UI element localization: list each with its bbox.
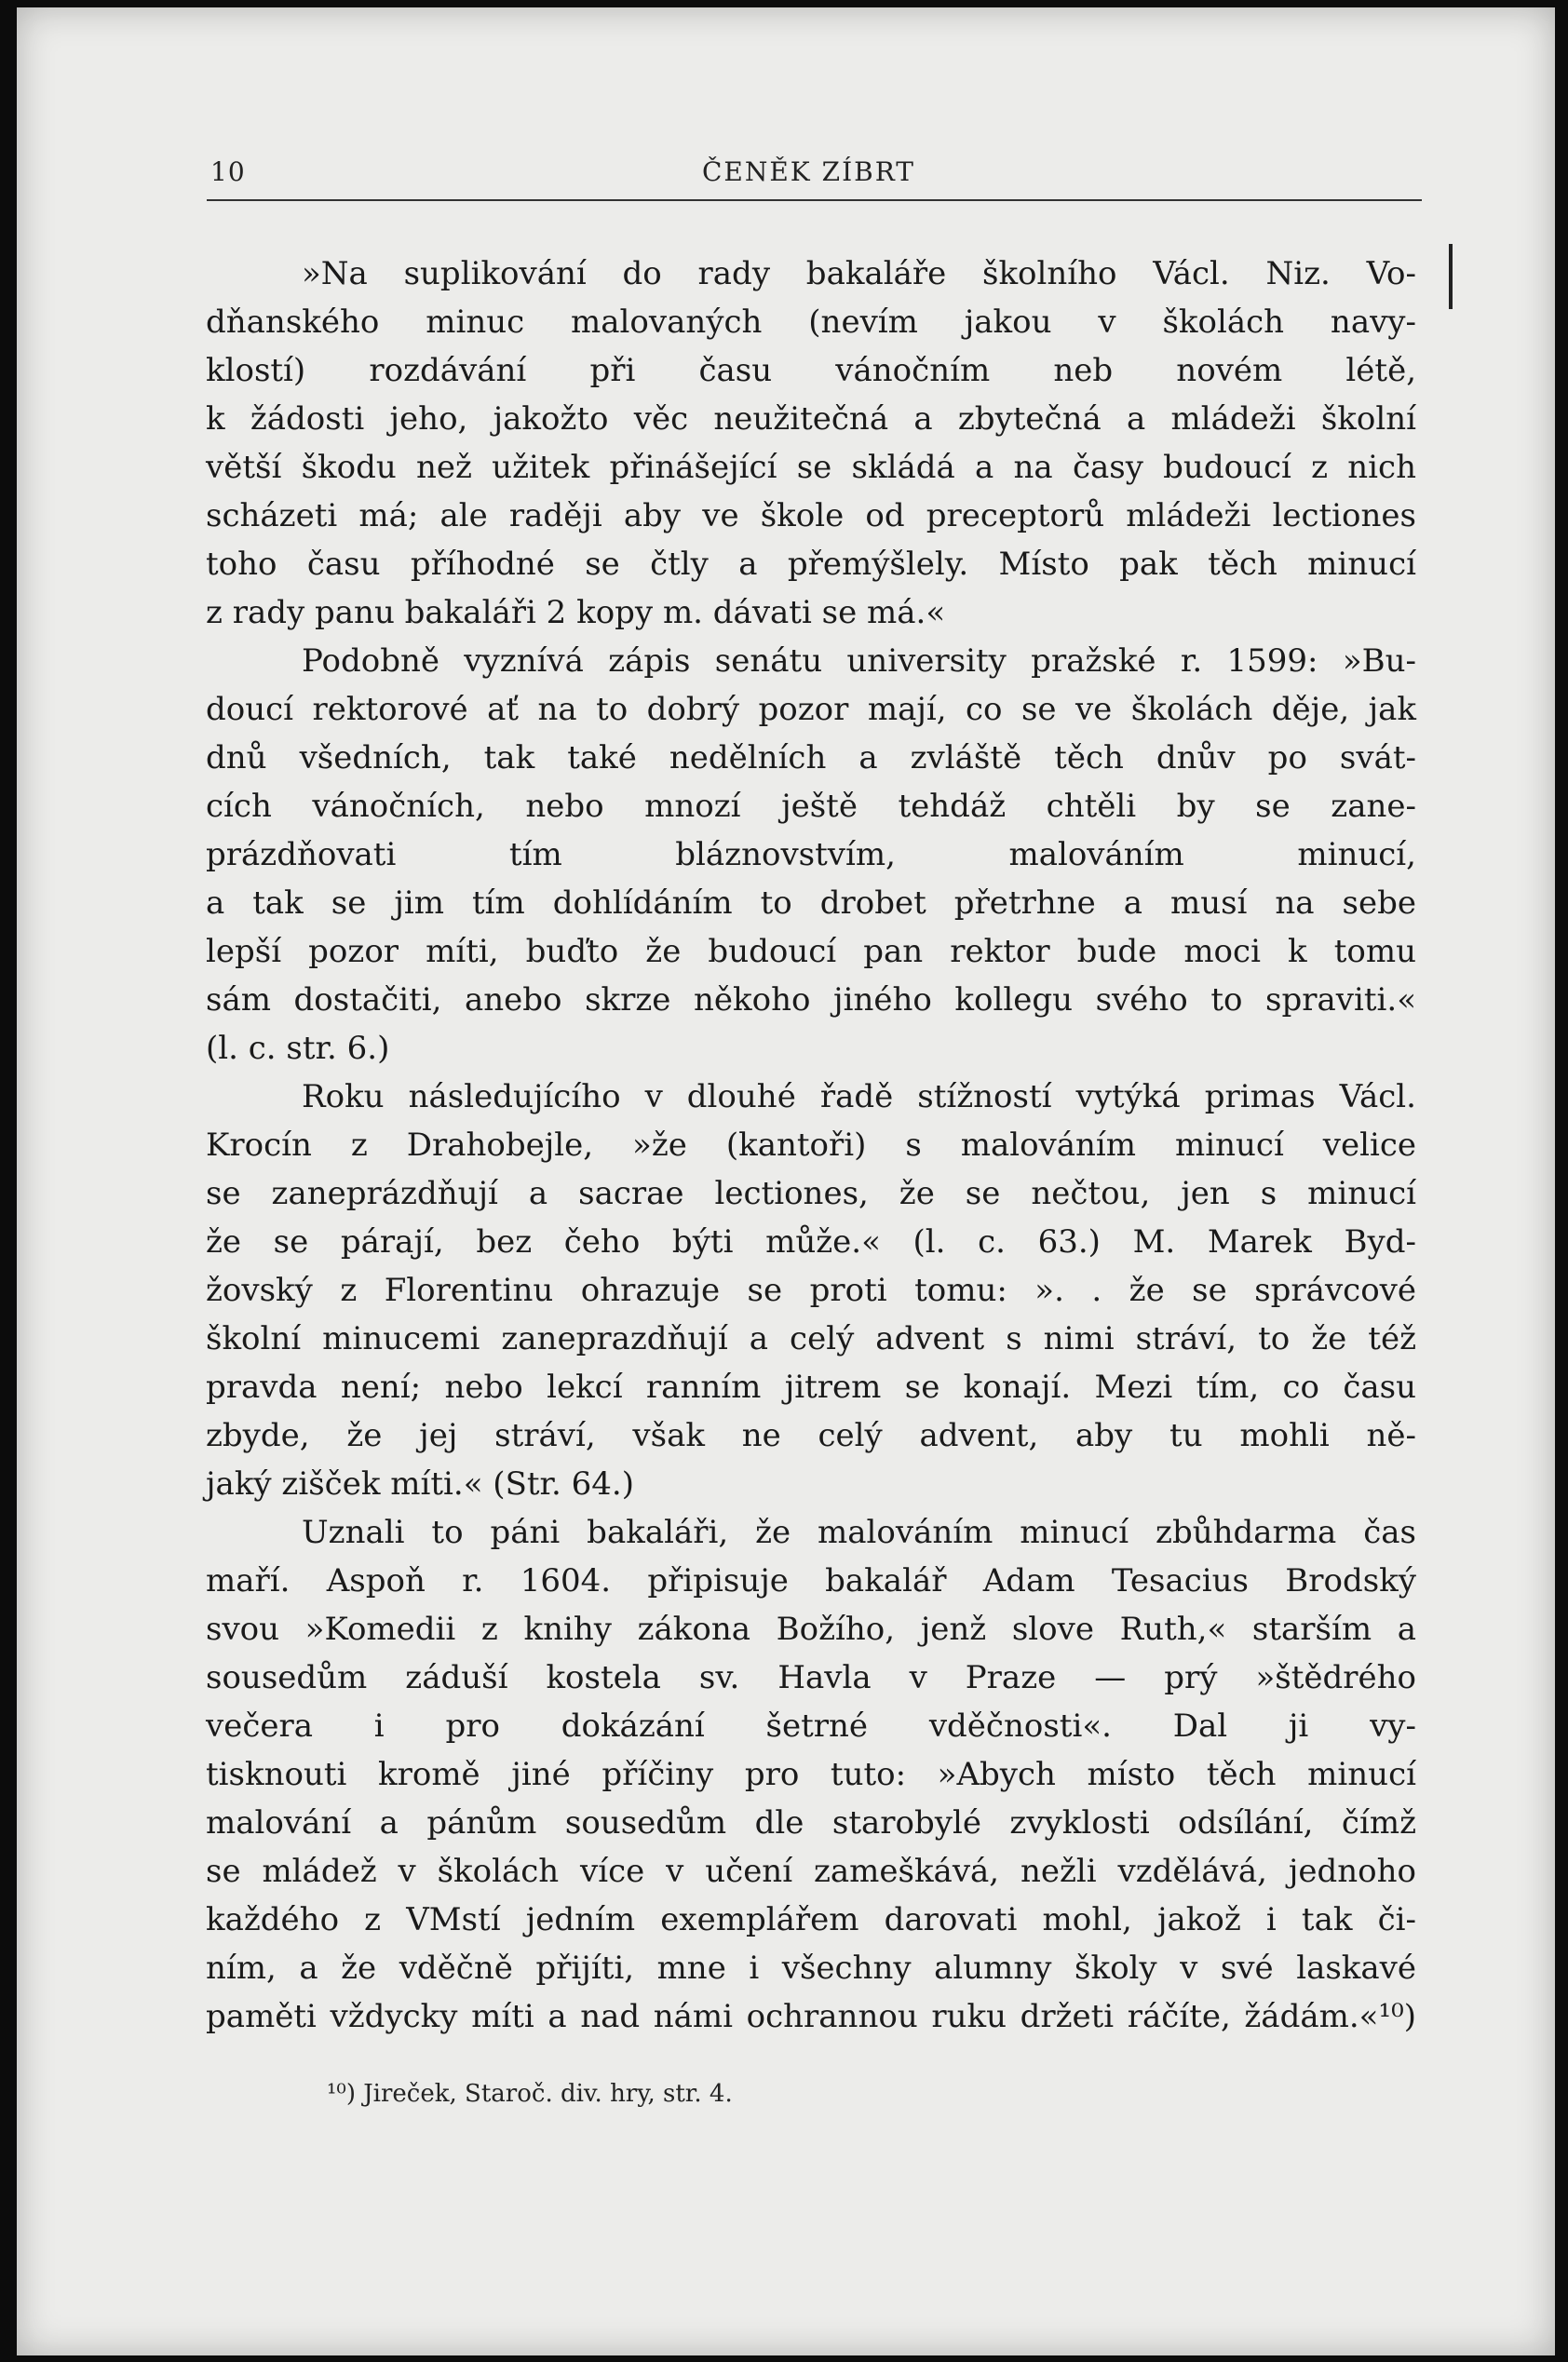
text-line: ním, a že vděčně přijíti, mne i všechny alumny školy v své laskavé: [206, 1950, 1416, 1987]
text-line: dňanského minuc malovaných (nevím jakou v školách navy-: [206, 304, 1416, 341]
text-line: jaký zišček míti.« (Str. 64.): [206, 1465, 634, 1503]
text-line: Podobně vyznívá zápis senátu university pražské r. 1599: »Bu-: [302, 642, 1416, 680]
text-line: toho času příhodné se čtly a přemýšlely. Místo pak těch minucí: [206, 546, 1416, 583]
text-line: cích vánočních, nebo mnozí ještě tehdáž chtěli by se zane-: [206, 788, 1416, 825]
text-line: z rady panu bakaláři 2 kopy m. dávati se má.«: [206, 594, 946, 631]
body-text: [206, 250, 1416, 2041]
page-number: 10: [210, 156, 246, 187]
text-line: Uznali to páni bakaláři, že malováním minucí zbůhdarma čas: [302, 1514, 1416, 1551]
footnote: ¹⁰) Jireček, Staroč. div. hry, str. 4.: [327, 2080, 733, 2108]
text-line: malování a pánům sousedům dle starobylé zvyklosti odsílání, čímž: [206, 1804, 1416, 1842]
text-line: každého z VMstí jedním exemplářem darovati mohl, jakož i tak či-: [206, 1901, 1416, 1938]
text-line: že se párají, bez čeho býti může.« (l. c. 63.) M. Marek Byd-: [206, 1223, 1416, 1261]
text-line: Krocín z Drahobejle, »že (kantoři) s malováním minucí velice: [206, 1127, 1416, 1164]
text-line: »Na suplikování do rady bakaláře školního Václ. Niz. Vo-: [302, 255, 1416, 292]
text-line: pravda není; nebo lekcí ranním jitrem se konají. Mezi tím, co času: [206, 1369, 1416, 1406]
text-line: zbyde, že jej stráví, však ne celý advent, aby tu mohli ně-: [206, 1417, 1416, 1454]
text-line: maří. Aspoň r. 1604. připisuje bakalář Adam Tesacius Brodský: [206, 1562, 1416, 1599]
text-line: žovský z Florentinu ohrazuje se proti tomu: ». . že se správcové: [206, 1272, 1416, 1309]
text-line: paměti vždycky míti a nad námi ochrannou ruku držeti ráčíte, žádám.«¹⁰): [206, 1998, 1416, 2035]
text-line: se mládež v školách více v učení zameškává, nežli vzdělává, jednoho: [206, 1853, 1416, 1890]
text-line: (l. c. str. 6.): [206, 1030, 390, 1067]
page-title: ČENĚK ZÍBRT: [702, 156, 915, 187]
text-line: tisknouti kromě jiné příčiny pro tuto: »Abych místo těch minucí: [206, 1756, 1416, 1793]
text-line: větší škodu než užitek přinášející se skládá a na časy budoucí z nich: [206, 449, 1416, 486]
text-line: svou »Komedii z knihy zákona Božího, jenž slove Ruth,« starším a: [206, 1611, 1416, 1648]
text-line: školní minucemi zaneprazdňují a celý advent s nimi stráví, to že též: [206, 1320, 1416, 1357]
text-line: dnů všedních, tak také nedělních a zvláště těch dnův po svát-: [206, 739, 1416, 776]
text-line: sousedům záduší kostela sv. Havla v Praze — prý »štědrého: [206, 1659, 1416, 1696]
text-line: Roku následujícího v dlouhé řadě stížností vytýká primas Václ.: [302, 1078, 1416, 1115]
text-line: a tak se jim tím dohlídáním to drobet přetrhne a musí na sebe: [206, 884, 1416, 922]
margin-mark: [1449, 244, 1453, 309]
text-line: prázdňovati tím bláznovstvím, malováním minucí,: [206, 836, 1416, 873]
text-line: doucí rektorové ať na to dobrý pozor mají, co se ve školách děje, jak: [206, 691, 1416, 728]
header-rule: [207, 199, 1422, 201]
text-line: k žádosti jeho, jakožto věc neužitečná a zbytečná a mládeži školní: [206, 400, 1416, 438]
text-line: sám dostačiti, anebo skrze někoho jiného kollegu svého to spraviti.«: [206, 981, 1416, 1019]
text-line: klostí) rozdávání při času vánočním neb novém létě,: [206, 352, 1416, 389]
running-head: [210, 156, 1421, 194]
text-line: scházeti má; ale raději aby ve škole od preceptorů mládeži lectiones: [206, 497, 1416, 534]
text-line: večera i pro dokázání šetrné vděčnosti«. Dal ji vy-: [206, 1707, 1416, 1745]
text-line: lepší pozor míti, buďto že budoucí pan rektor bude moci k tomu: [206, 933, 1416, 970]
text-line: se zaneprázdňují a sacrae lectiones, že se nečtou, jen s minucí: [206, 1175, 1416, 1212]
